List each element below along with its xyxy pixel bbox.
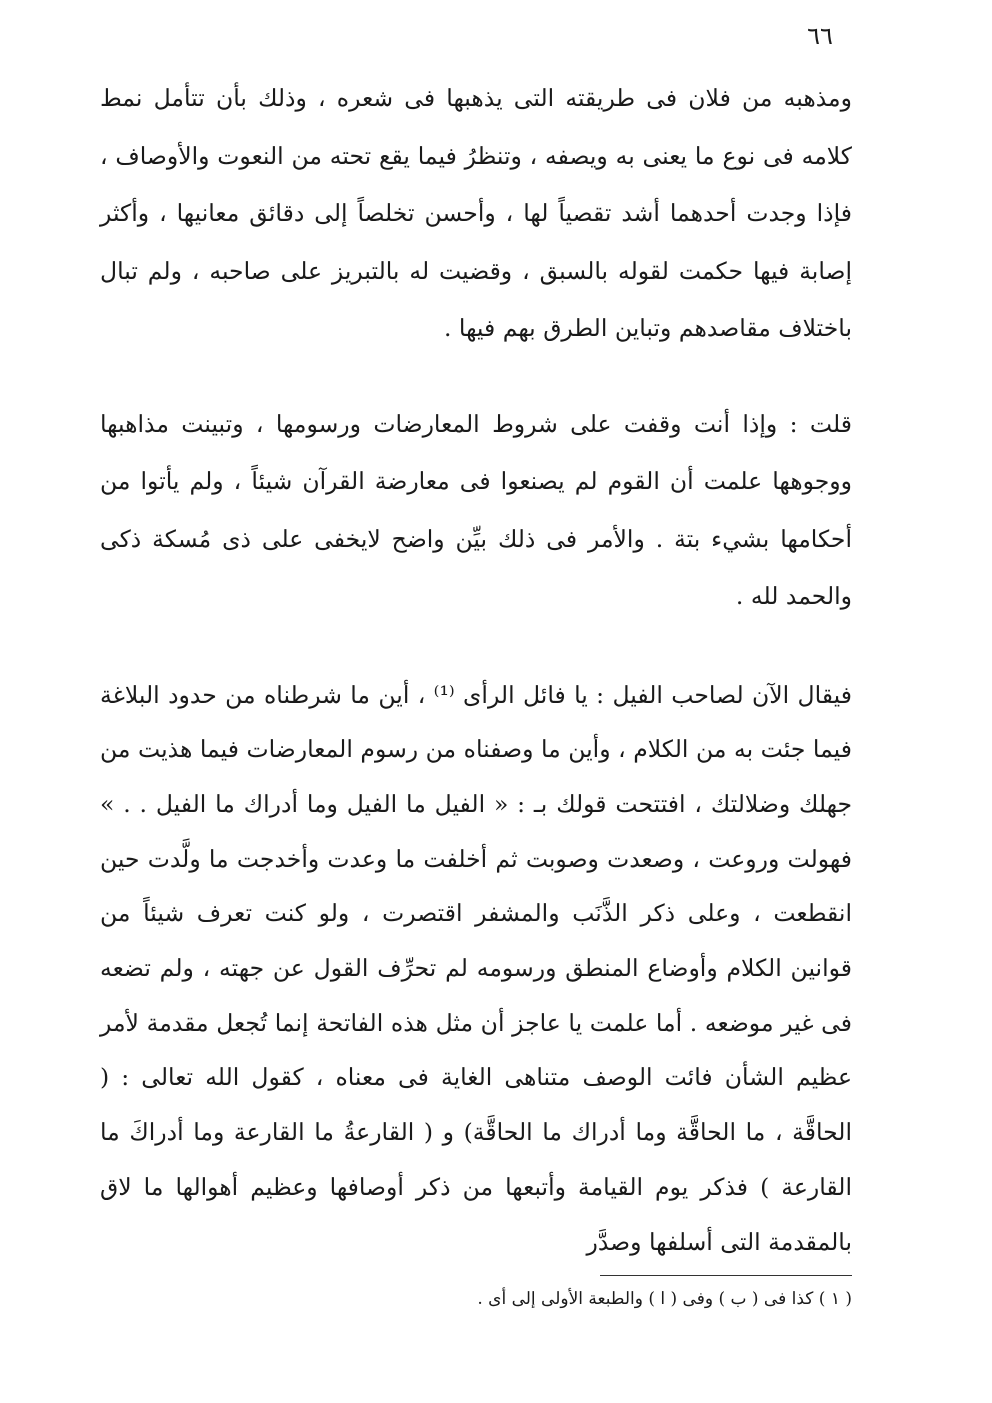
paragraph-2: قلت : وإذا أنت وقفت على شروط المعارضات ورسومها ، وتبينت مذاهبها ووجوهها علمت أن القوم لم يصنعوا فى معارضة القرآن شيئاً ، ولم يأتوا من أحكامها بشيء بتة . والأمر فى ذلك بيِّن واضح لايخفى على ذى مُسكة ذكى والحمد لله .: [100, 409, 852, 610]
page-number: ٦٦: [807, 22, 833, 50]
paragraph-1: ومذهبه من فلان فى طريقته التى يذهبها فى شعره ، وذلك بأن تتأمل نمط كلامه فى نوع ما يعنى به ويصفه ، وتنظرُ فيما يقع تحته من النعوت والأوصاف ، فإذا وجدت أحدهما أشد تقصياً لها ، وأحسن تخلصاً إلى دقائق معانيها ، وأكثر إصابة فيها حكمت لقوله بالسبق ، وقضيت له بالتبريز على صاحبه ، ولم تبال باختلاف مقاصدهم وتباين الطرق بهم فيها .: [100, 84, 852, 342]
footnote: ( ١ ) كذا فى ( ب ) وفى ( ا ) والطبعة الأولى إلى أى .: [477, 1289, 852, 1309]
body-text: [100, 70, 852, 1269]
footnote-divider: [600, 1275, 852, 1276]
paragraph-3: فيقال الآن لصاحب الفيل : يا فائل الرأى ⁽¹⁾ ، أين ما شرطناه من حدود البلاغة فيما جئت به من الكلام ، وأين ما وصفناه من رسوم المعارضات فيما هذيت من جهلك وضلالتك ، افتتحت قولك بـ : « الفيل ما الفيل وما أدراك ما الفيل . . » فهولت وروعت ، وصعدت وصوبت ثم أخلفت ما وعدت وأخدجت ما ولَّدت حين انقطعت ، وعلى ذكر الذَّنَب والمشفر اقتصرت ، ولو كنت تعرف شيئاً من قوانين الكلام وأوضاع المنطق ورسومه لم تحرِّف القول عن جهته ، ولم تضعه فى غير موضعه . أما علمت يا عاجز أن مثل هذه الفاتحة إنما تُجعل مقدمة لأمر عظيم الشأن فائت الوصف متناهى الغاية فى معناه ، كقول الله تعالى : ( الحاقَّة ، ما الحاقَّة وما أدراك ما الحاقَّة) و ( القارعةُ ما القارعة وما أدراكَ ما القارعة ) فذكر يوم القيامة وأتبعها من ذكر أوصافها وعظيم أهوالها ما لاق بالمقدمة التى أسلفها وصدَّر: [100, 680, 852, 1256]
